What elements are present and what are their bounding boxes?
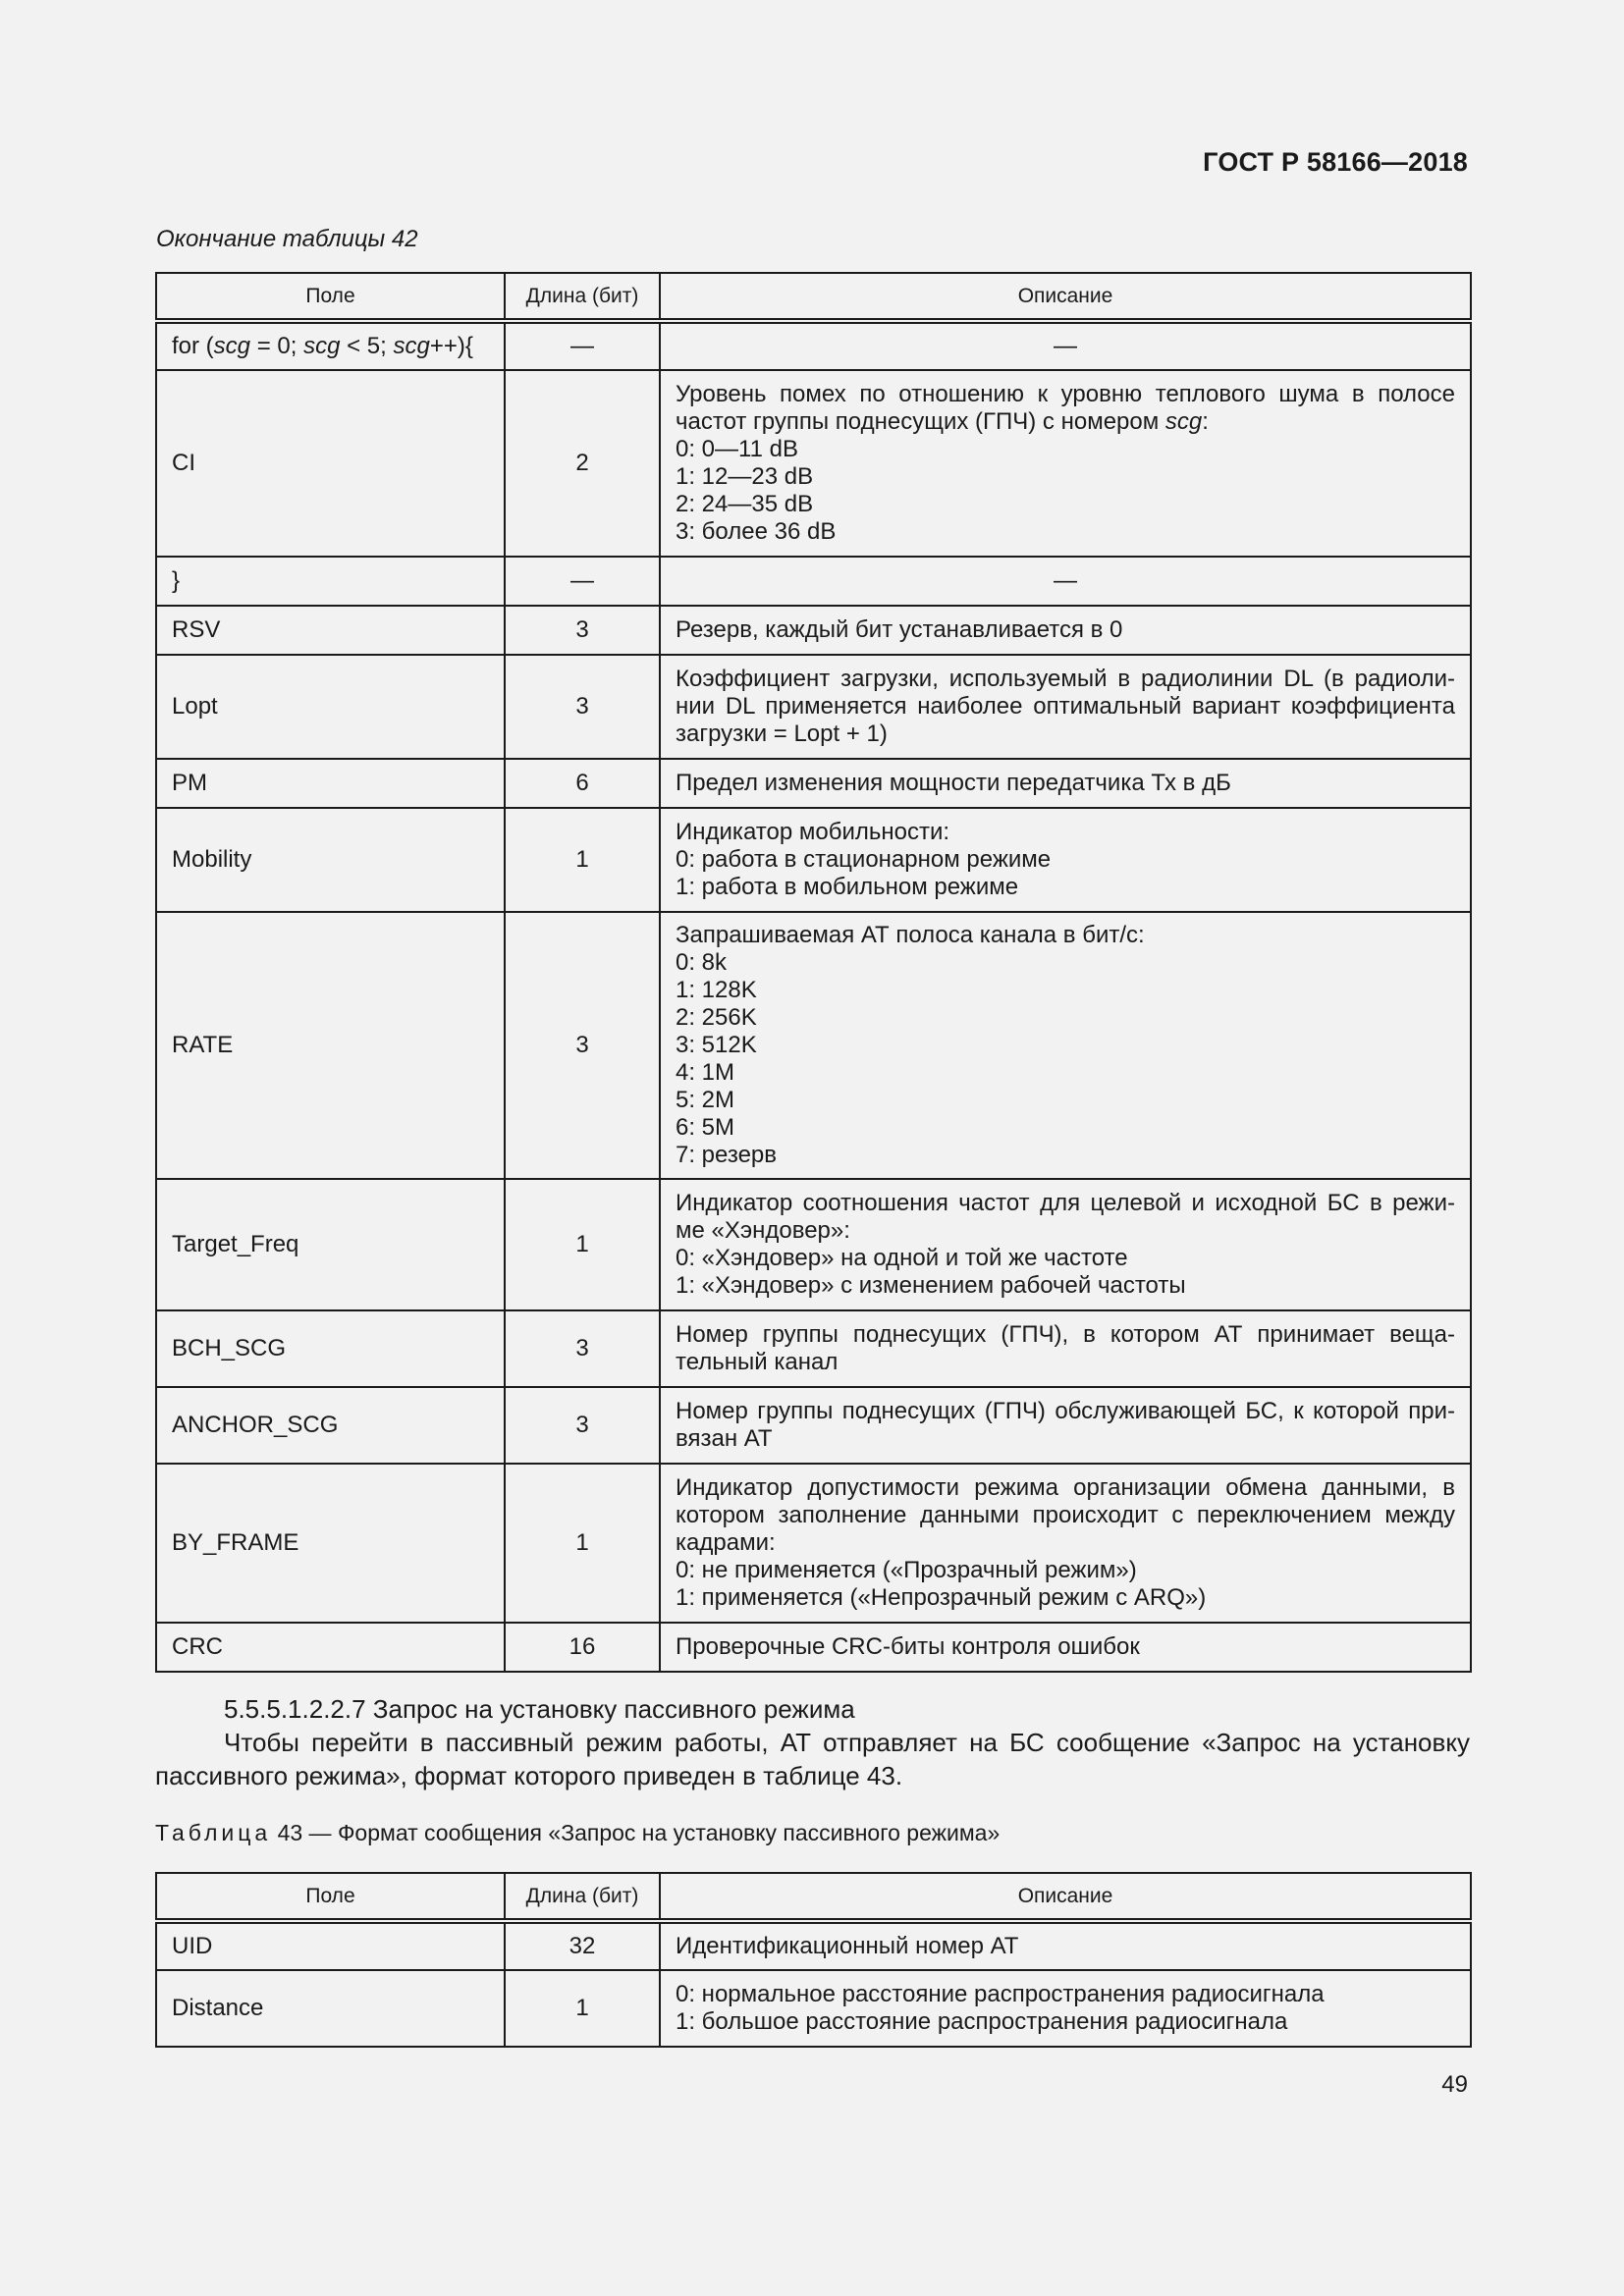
description-line: 1: работа в мобильном режиме: [676, 874, 1019, 900]
description-cell: [660, 370, 1471, 557]
length-cell: —: [505, 557, 660, 606]
field-cell: Target_Freq: [156, 1179, 505, 1310]
section-heading: 5.5.5.1.2.2.7 Запрос на установку пассивного режима: [224, 1694, 855, 1724]
section-paragraph: Чтобы перейти в пассивный режим работы, АТ отправляет на БС сообщение «Запрос на установку пассивного режима», формат которого приведен в таблице 43.: [155, 1728, 1470, 1790]
description-line: Проверочные CRC-биты контроля ошибок: [676, 1633, 1140, 1660]
description-line: 2: 24—35 dB: [676, 491, 814, 517]
description-line: 0: 8k: [676, 949, 728, 976]
table-row: [156, 808, 1471, 912]
length-cell: 3: [505, 1310, 660, 1387]
length-cell: 1: [505, 1970, 660, 2047]
description-line: 7: резерв: [676, 1142, 778, 1168]
length-cell: 3: [505, 912, 660, 1179]
table42-continuation-caption: Окончание таблицы 42: [156, 226, 418, 252]
length-cell: 1: [505, 1464, 660, 1623]
length-cell: 3: [505, 1387, 660, 1464]
description-cell: [660, 557, 1471, 606]
field-cell: BCH_SCG: [156, 1310, 505, 1387]
description-line: 6: 5M: [676, 1114, 735, 1141]
description-line: 5: 2M: [676, 1087, 735, 1113]
field-cell: }: [156, 557, 505, 606]
column-header-field: Поле: [156, 1873, 505, 1921]
description-line: 0: 0—11 dB: [676, 436, 798, 462]
column-header-description: Описание: [660, 273, 1471, 321]
description-line: вязан АТ: [676, 1425, 773, 1452]
description-cell: [660, 808, 1471, 912]
field-cell: PM: [156, 759, 505, 808]
description-line: частот группы поднесущих (ГПЧ) с номером scg:: [676, 408, 1209, 435]
description-line: тельный канал: [676, 1349, 839, 1375]
table-43: [155, 1872, 1472, 2048]
description-line: Запрашиваемая АТ полоса канала в бит/с:: [676, 922, 1145, 948]
description-line: 0: нормальное расстояние распространения радиосигнала: [676, 1981, 1325, 2007]
description-line: Резерв, каждый бит устанавливается в 0: [676, 616, 1123, 643]
description-cell: [660, 1179, 1471, 1310]
table43-caption: [155, 1820, 1000, 1846]
description-line: нии DL применяется наиболее оптимальный вариант коэффициента: [676, 693, 1455, 720]
column-header-description: Описание: [660, 1873, 1471, 1921]
description-cell: [660, 1921, 1471, 1970]
description-line: 0: «Хэндовер» на одной и той же частоте: [676, 1245, 1128, 1271]
description-line: 1: 128K: [676, 977, 757, 1003]
length-cell: 6: [505, 759, 660, 808]
description-line: 3: 512K: [676, 1032, 757, 1058]
field-cell: Distance: [156, 1970, 505, 2047]
description-line: 0: не применяется («Прозрачный режим»): [676, 1557, 1137, 1583]
table-row: [156, 1179, 1471, 1310]
description-line: 1: 12—23 dB: [676, 463, 814, 490]
description-line: Индикатор мобильности:: [676, 819, 950, 845]
description-line: Индикатор допустимости режима организации обмена данными, в: [676, 1474, 1455, 1501]
field-cell: Lopt: [156, 655, 505, 759]
description-cell: [660, 1623, 1471, 1672]
length-cell: 2: [505, 370, 660, 557]
field-cell: RATE: [156, 912, 505, 1179]
table43-caption-text: 43 — Формат сообщения «Запрос на установку пассивного режима»: [271, 1820, 1001, 1845]
table-row: [156, 912, 1471, 1179]
table43-header-row: [156, 1873, 1471, 1921]
description-line: Номер группы поднесущих (ГПЧ) обслуживающей БС, к которой при-: [676, 1398, 1455, 1424]
description-line: Предел изменения мощности передатчика Тх в дБ: [676, 770, 1231, 796]
description-line: Номер группы поднесущих (ГПЧ), в котором АТ принимает веща-: [676, 1321, 1455, 1348]
table-row: [156, 1464, 1471, 1623]
length-cell: 1: [505, 1179, 660, 1310]
field-cell: for (scg = 0; scg < 5; scg++){: [156, 321, 505, 370]
field-cell: CRC: [156, 1623, 505, 1672]
table-row: [156, 606, 1471, 655]
description-line: 1: применяется («Непрозрачный режим с ARQ»): [676, 1584, 1207, 1611]
table-row: [156, 759, 1471, 808]
field-cell: BY_FRAME: [156, 1464, 505, 1623]
standard-code: ГОСТ Р 58166—2018: [1203, 147, 1468, 177]
table-row: [156, 1310, 1471, 1387]
description-line: —: [1054, 333, 1077, 359]
table-42: [155, 272, 1472, 1673]
field-cell: UID: [156, 1921, 505, 1970]
field-cell: ANCHOR_SCG: [156, 1387, 505, 1464]
table-row: [156, 557, 1471, 606]
field-cell: CI: [156, 370, 505, 557]
length-cell: 1: [505, 808, 660, 912]
table-row: [156, 321, 1471, 370]
description-line: ме «Хэндовер»:: [676, 1217, 850, 1244]
description-cell: [660, 1387, 1471, 1464]
description-line: 3: более 36 dB: [676, 518, 837, 545]
length-cell: —: [505, 321, 660, 370]
column-header-field: Поле: [156, 273, 505, 321]
length-cell: 32: [505, 1921, 660, 1970]
table-row: [156, 655, 1471, 759]
description-line: котором заполнение данными происходит с переключением между: [676, 1502, 1455, 1528]
length-cell: 3: [505, 655, 660, 759]
description-line: Коэффициент загрузки, используемый в радиолинии DL (в радиоли-: [676, 666, 1455, 692]
description-cell: [660, 321, 1471, 370]
description-line: Уровень помех по отношению к уровню теплового шума в полосе: [676, 381, 1455, 407]
description-cell: [660, 655, 1471, 759]
description-cell: [660, 1310, 1471, 1387]
description-line: загрузки = Lopt + 1): [676, 721, 888, 747]
length-cell: 3: [505, 606, 660, 655]
description-line: 1: большое расстояние распространения радиосигнала: [676, 2008, 1288, 2035]
description-cell: [660, 1464, 1471, 1623]
description-cell: [660, 759, 1471, 808]
table43-caption-prefix: Таблица: [155, 1820, 272, 1845]
description-line: —: [1054, 567, 1077, 594]
description-line: 1: «Хэндовер» с изменением рабочей частоты: [676, 1272, 1186, 1299]
description-cell: [660, 1970, 1471, 2047]
length-cell: 16: [505, 1623, 660, 1672]
table-row: [156, 370, 1471, 557]
table-row: [156, 1623, 1471, 1672]
description-line: 2: 256K: [676, 1004, 757, 1031]
table-row: [156, 1921, 1471, 1970]
table-row: [156, 1387, 1471, 1464]
description-line: кадрами:: [676, 1529, 776, 1556]
description-line: 4: 1M: [676, 1059, 735, 1086]
table42-header-row: [156, 273, 1471, 321]
description-line: 0: работа в стационарном режиме: [676, 846, 1052, 873]
description-cell: [660, 912, 1471, 1179]
column-header-length: Длина (бит): [505, 1873, 660, 1921]
page-number: 49: [1441, 2071, 1468, 2098]
description-cell: [660, 606, 1471, 655]
field-cell: RSV: [156, 606, 505, 655]
field-cell: Mobility: [156, 808, 505, 912]
column-header-length: Длина (бит): [505, 273, 660, 321]
description-line: Идентификационный номер АТ: [676, 1933, 1019, 1959]
table-row: [156, 1970, 1471, 2047]
description-line: Индикатор соотношения частот для целевой и исходной БС в режи-: [676, 1190, 1455, 1216]
